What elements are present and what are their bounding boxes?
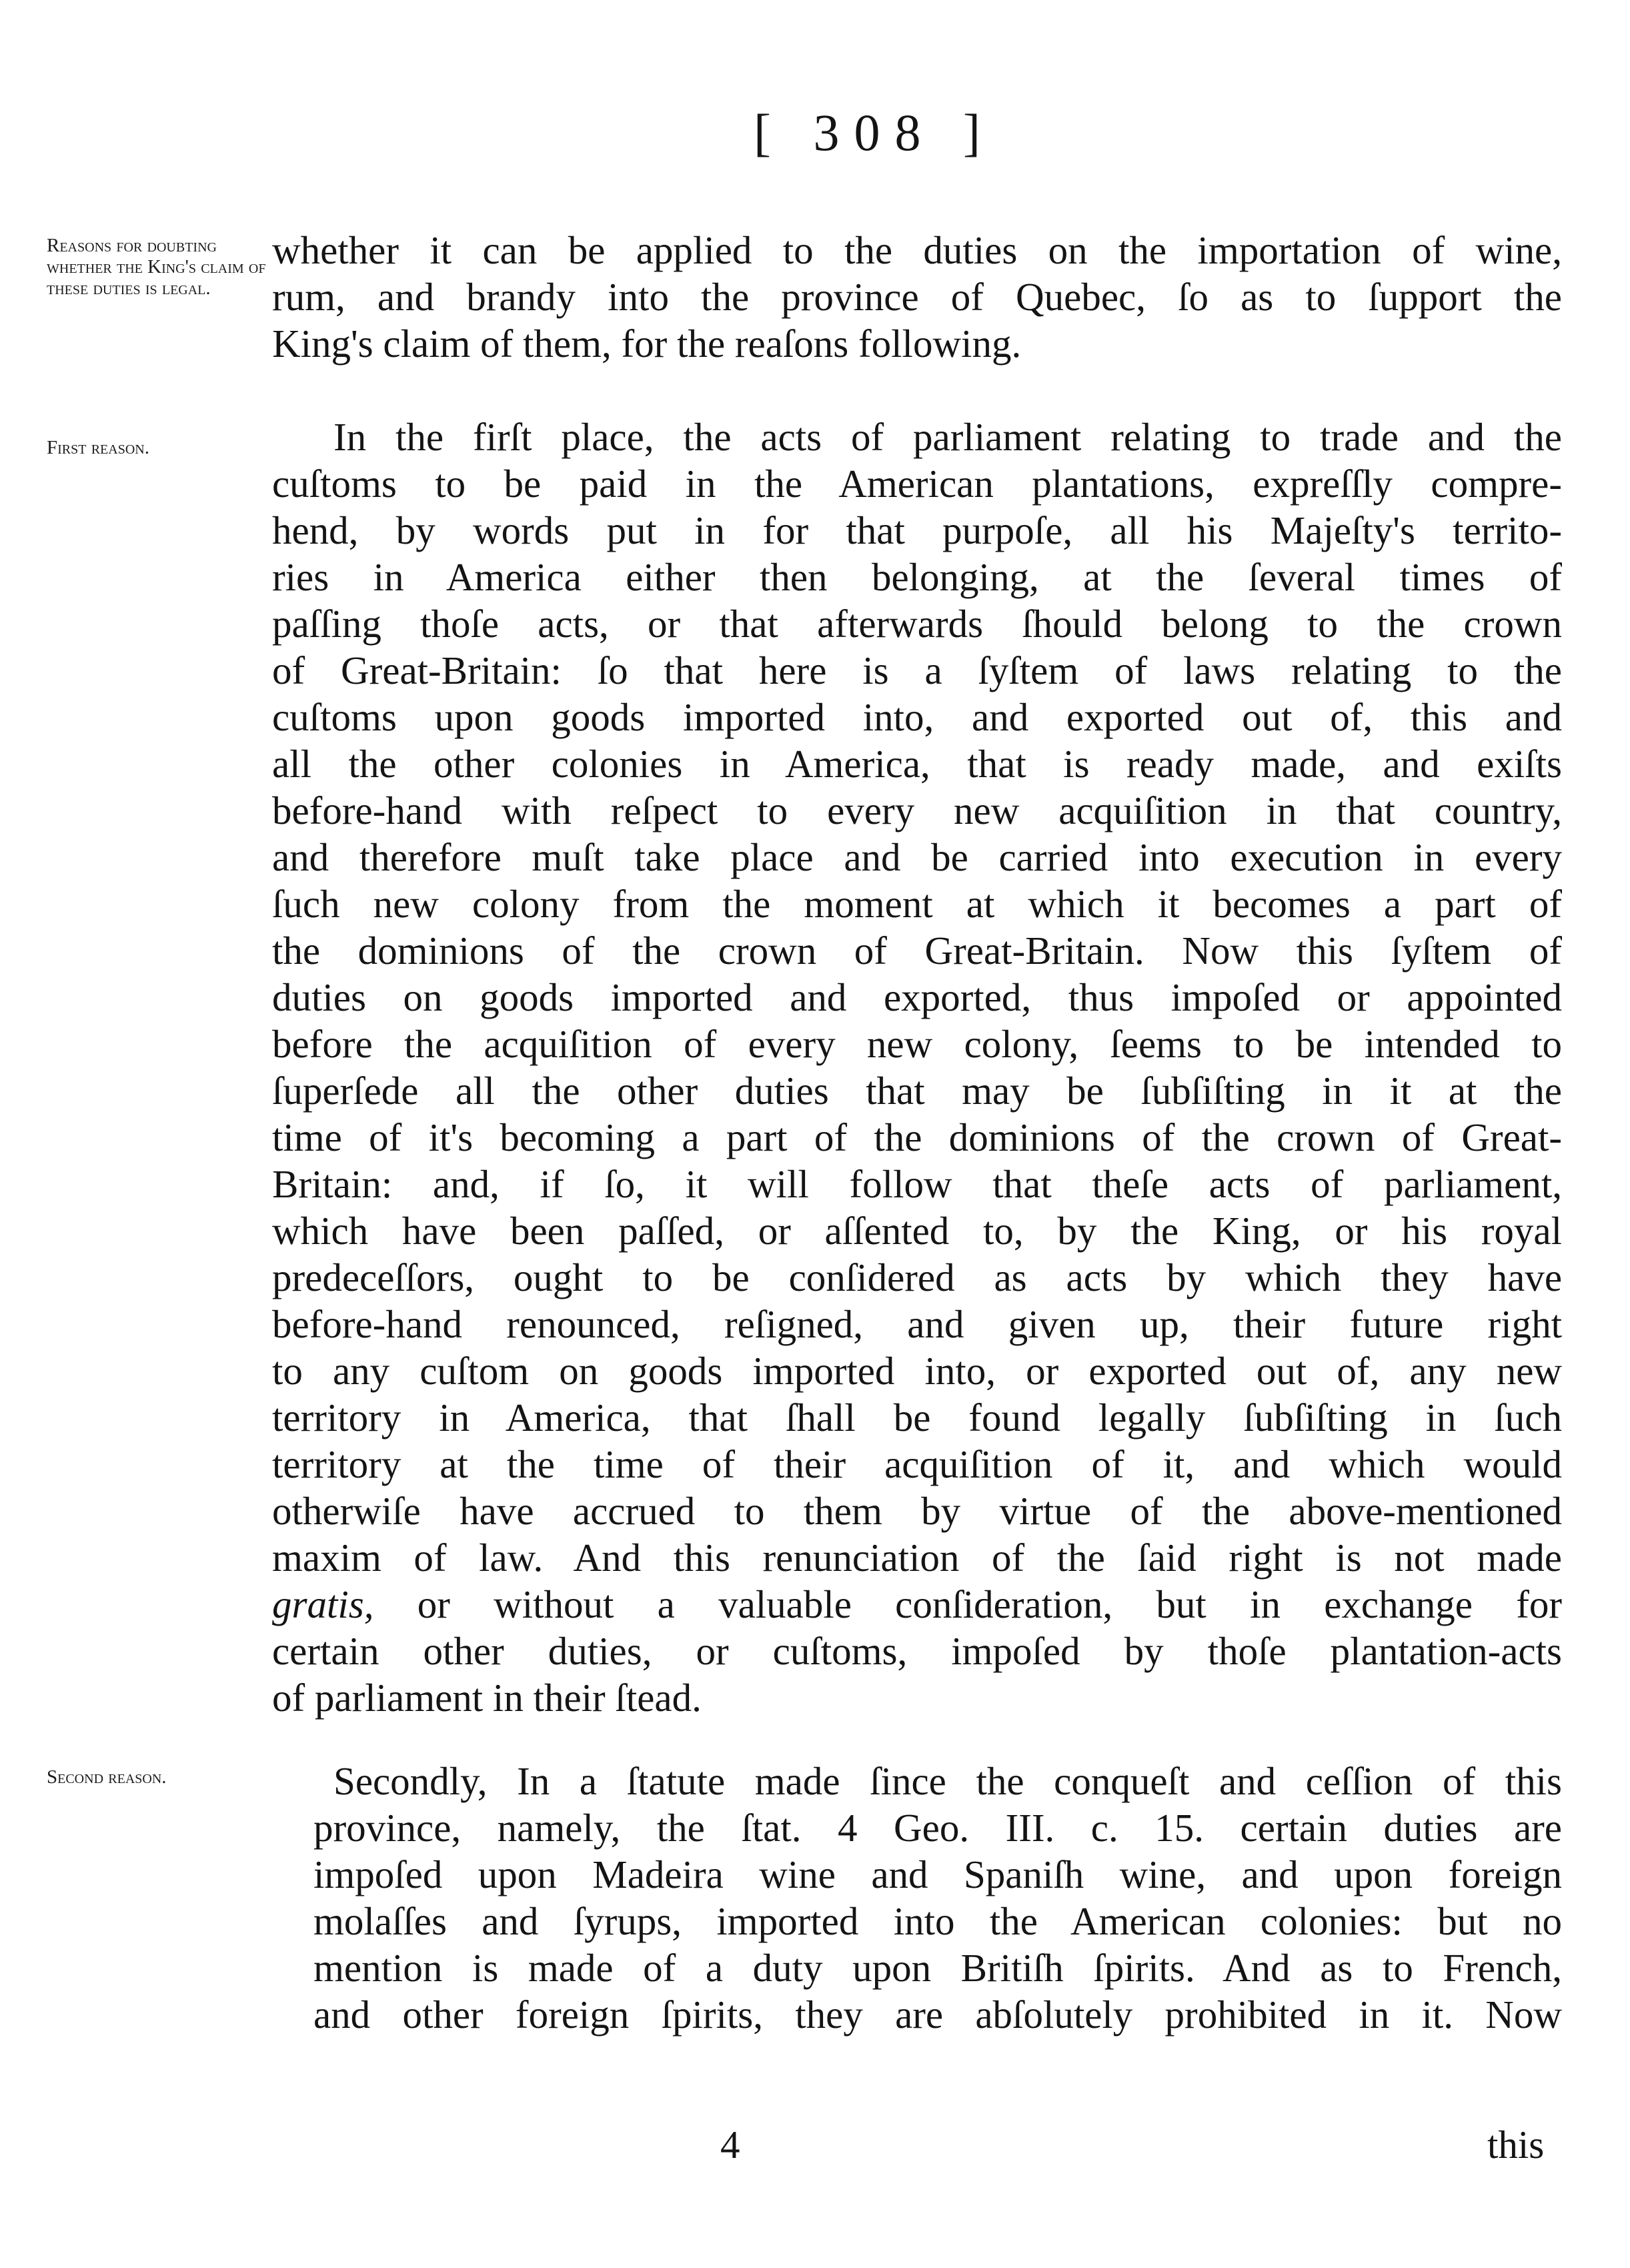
- body-line: the dominions of the crown of Great-Britain. Now this ſyſtem of: [272, 929, 1562, 973]
- body-line: before-hand renounced, reſigned, and given up, their future right: [272, 1302, 1562, 1346]
- marginal-note-first-reason: First reason.: [47, 437, 149, 458]
- body-line: rum, and brandy into the province of Quebec, ſo as to ſupport the: [272, 275, 1562, 319]
- body-line: and other foreign ſpirits, they are abſolutely prohibited in it. Now: [313, 1993, 1562, 2037]
- body-line: ſuch new colony from the moment at which it becomes a part of: [272, 882, 1562, 926]
- gratis-line-rest: or without a valuable conſideration, but in exchange for: [373, 1582, 1562, 1626]
- body-line: ſuperſede all the other duties that may be ſubſiſting in it at the: [272, 1069, 1562, 1113]
- body-line: cuſtoms upon goods imported into, and exported out of, this and: [272, 695, 1562, 739]
- italic-gratis: gratis,: [272, 1582, 374, 1626]
- body-line: all the other colonies in America, that is ready made, and exiſts: [272, 742, 1562, 786]
- body-line: molaſſes and ſyrups, imported into the American colonies: but no: [313, 1899, 1562, 1943]
- body-line: whether it can be applied to the duties on the importation of wine,: [272, 228, 1562, 272]
- body-line: In the firſt place, the acts of parliament relating to trade and the: [333, 415, 1562, 459]
- body-line: of parliament in their ſtead.: [272, 1676, 702, 1720]
- body-line: time of it's becoming a part of the dominions of the crown of Great-: [272, 1115, 1562, 1159]
- body-line: otherwiſe have accrued to them by virtue of the above-mentioned: [272, 1489, 1562, 1533]
- body-line: of Great-Britain: ſo that here is a ſyſtem of laws relating to the: [272, 648, 1562, 692]
- body-line: to any cuſtom on goods imported into, or exported out of, any new: [272, 1349, 1562, 1393]
- body-line: ries in America either then belonging, at the ſeveral times of: [272, 555, 1562, 599]
- marginal-note-reasons: Reasons for doubting whether the King's claim of these duties is legal.: [47, 235, 266, 299]
- signature-mark: 4: [720, 2123, 740, 2167]
- body-line: certain other duties, or cuſtoms, impoſed by thoſe plantation-acts: [272, 1629, 1562, 1673]
- body-line: and therefore muſt take place and be carried into execution in every: [272, 835, 1562, 879]
- body-line: before the acquiſition of every new colony, ſeems to be intended to: [272, 1022, 1562, 1066]
- catchword: this: [1487, 2123, 1545, 2167]
- body-line: before-hand with reſpect to every new acquiſition in that country,: [272, 788, 1562, 832]
- body-line: cuſtoms to be paid in the American plantations, expreſſly compre-: [272, 462, 1562, 506]
- body-line-gratis: [272, 1581, 1562, 1628]
- body-line: paſſing thoſe acts, or that afterwards ſhould belong to the crown: [272, 602, 1562, 646]
- body-line: province, namely, the ſtat. 4 Geo. III. c. 15. certain duties are: [313, 1806, 1562, 1850]
- body-line: maxim of law. And this renunciation of the ſaid right is not made: [272, 1536, 1562, 1580]
- body-line: duties on goods imported and exported, thus impoſed or appointed: [272, 975, 1562, 1019]
- body-line: impoſed upon Madeira wine and Spaniſh wine, and upon foreign: [313, 1852, 1562, 1896]
- body-line: King's claim of them, for the reaſons following.: [272, 322, 1022, 366]
- body-line: Secondly, In a ſtatute made ſince the conqueſt and ceſſion of this: [333, 1759, 1562, 1803]
- body-line: hend, by words put in for that purpoſe, all his Majeſty's territo-: [272, 508, 1562, 552]
- body-line: predeceſſors, ought to be conſidered as acts by which they have: [272, 1255, 1562, 1299]
- body-line: territory in America, that ſhall be found legally ſubſiſting in ſuch: [272, 1395, 1562, 1440]
- body-line: Britain: and, if ſo, it will follow that theſe acts of parliament,: [272, 1162, 1562, 1206]
- body-line: mention is made of a duty upon Britiſh ſpirits. And as to French,: [313, 1946, 1562, 1990]
- body-line: which have been paſſed, or aſſented to, by the King, or his royal: [272, 1209, 1562, 1253]
- marginal-note-second-reason: Second reason.: [47, 1766, 167, 1788]
- body-line: territory at the time of their acquiſition of it, and which would: [272, 1442, 1562, 1486]
- page-number: [ 308 ]: [754, 103, 995, 161]
